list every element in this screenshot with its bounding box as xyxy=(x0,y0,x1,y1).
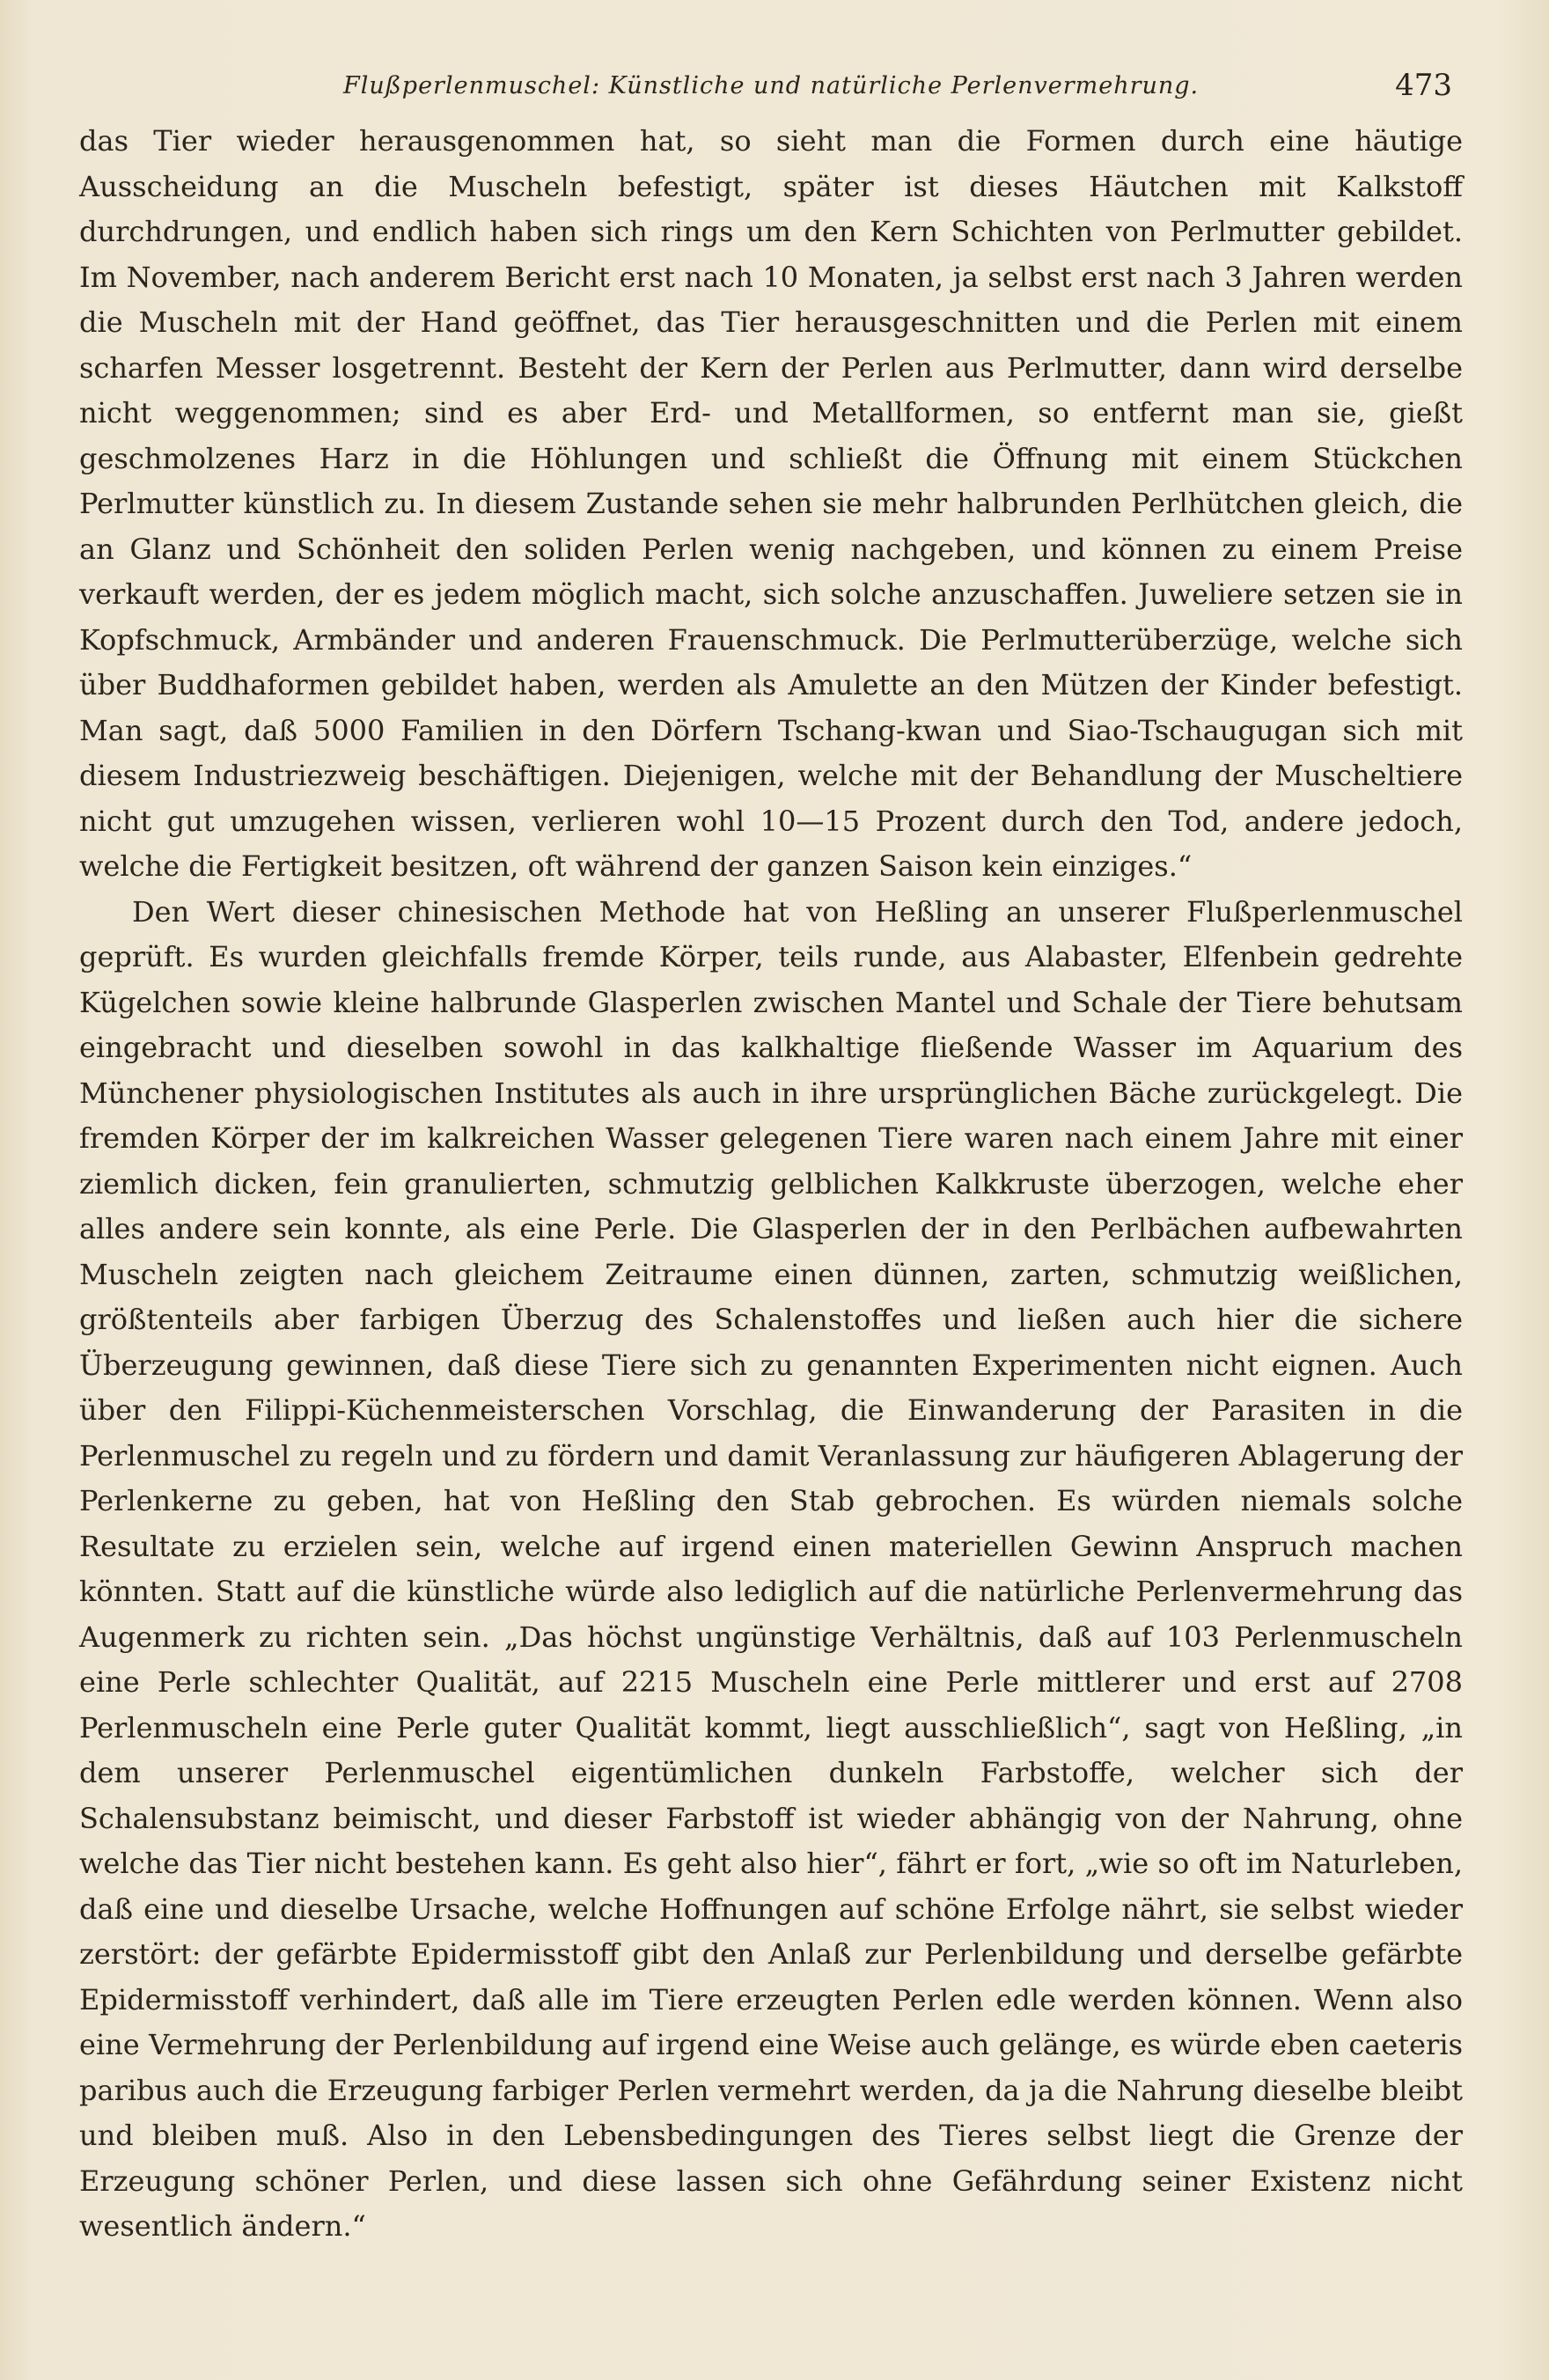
body-text xyxy=(79,119,1463,2250)
running-title: Flußperlenmuschel: Künstliche und natürliche Perlenvermehrung. xyxy=(343,72,1200,99)
paragraph-continuation: das Tier wieder herausgenommen hat, so sieht man die Formen durch eine häutige Ausscheidung an die Muscheln befestigt, später ist dieses Häutchen mit Kalkstoff durchdrungen, und endlich haben sich rings um den Kern Schichten von Perlmutter gebildet. Im November, nach anderem Bericht erst nach 10 Monaten, ja selbst erst nach 3 Jahren werden die Muscheln mit der Hand geöffnet, das Tier herausgeschnitten und die Perlen mit einem scharfen Messer losgetrennt. Besteht der Kern der Perlen aus Perlmutter, dann wird derselbe nicht weggenommen; sind es aber Erd- und Metallformen, so entfernt man sie, gießt geschmolzenes Harz in die Höhlungen und schließt die Öffnung mit einem Stückchen Perlmutter künstlich zu. In diesem Zustande sehen sie mehr halbrunden Perlhütchen gleich, die an Glanz und Schönheit den soliden Perlen wenig nachgeben, und können zu einem Preise verkauft werden, der es jedem möglich macht, sich solche anzuschaffen. Juweliere setzen sie in Kopfschmuck, Armbänder und anderen Frauenschmuck. Die Perlmutterüberzüge, welche sich über Buddhaformen gebildet haben, werden als Amulette an den Mützen der Kinder befestigt. Man sagt, daß 5000 Familien in den Dörfern Tschang-kwan und Siao-Tschaugugan sich mit diesem Industriezweig beschäftigen. Diejenigen, welche mit der Behandlung der Muscheltiere nicht gut umzugehen wissen, verlieren wohl 10—15 Prozent durch den Tod, andere jedoch, welche die Fertigkeit besitzen, oft während der ganzen Saison kein einziges.“ xyxy=(79,124,1463,883)
paragraph-hessling: Den Wert dieser chinesischen Methode hat von Heßling an unserer Flußperlenmuschel geprüft. Es wurden gleichfalls fremde Körper, teils runde, aus Alabaster, Elfenbein gedrehte Kügelchen sowie kleine halbrunde Glasperlen zwischen Mantel und Schale der Tiere behutsam eingebracht und dieselben sowohl in das kalkhaltige fließende Wasser im Aquarium des Münchener physiologischen Institutes als auch in ihre ursprünglichen Bäche zurückgelegt. Die fremden Körper der im kalkreichen Wasser gelegenen Tiere waren nach einem Jahre mit einer ziemlich dicken, fein granulierten, schmutzig gelblichen Kalkkruste überzogen, welche eher alles andere sein konnte, als eine Perle. Die Glasperlen der in den Perlbächen aufbewahrten Muscheln zeigten nach gleichem Zeitraume einen dünnen, zarten, schmutzig weißlichen, größtenteils aber farbigen Überzug des Schalenstoffes und ließen auch hier die sichere Überzeugung gewinnen, daß diese Tiere sich zu genannten Experimenten nicht eignen. Auch über den Filippi-Küchenmeisterschen Vorschlag, die Einwanderung der Parasiten in die Perlenmuschel zu regeln und zu fördern und damit Veranlassung zur häufigeren Ablagerung der Perlenkerne zu geben, hat von Heßling den Stab gebrochen. Es würden niemals solche Resultate zu erzielen sein, welche auf irgend einen materiellen Gewinn Anspruch machen könnten. Statt auf die künstliche würde also lediglich auf die natürliche Perlenvermehrung das Augenmerk zu richten sein. „Das höchst ungünstige Verhältnis, daß auf 103 Perlenmuscheln eine Perle schlechter Qualität, auf 2215 Muscheln eine Perle mittlerer und erst auf 2708 Perlenmuscheln eine Perle guter Qualität kommt, liegt ausschließlich“, sagt von Heßling, „in dem unserer Perlenmuschel eigentümlichen dunkeln Farbstoffe, welcher sich der Schalensubstanz beimischt, und dieser Farbstoff ist wieder abhängig von der Nahrung, ohne welche das Tier nicht bestehen kann. Es geht also hier“, fährt er fort, „wie so oft im Naturleben, daß eine und dieselbe Ursache, welche Hoffnungen auf schöne Erfolge nährt, sie selbst wieder zerstört: der gefärbte Epidermisstoff gibt den Anlaß zur Perlenbildung und derselbe gefärbte Epidermisstoff verhindert, daß alle im Tiere erzeugten Perlen edle werden können. Wenn also eine Vermehrung der Perlenbildung auf irgend eine Weise auch gelänge, es würde eben caeteris paribus auch die Erzeugung farbiger Perlen vermehrt werden, da ja die Nahrung dieselbe bleibt und bleiben muß. Also in den Lebensbedingungen des Tieres selbst liegt die Grenze der Erzeugung schöner Perlen, und diese lassen sich ohne Gefährdung seiner Existenz nicht wesentlich ändern.“ xyxy=(79,894,1463,2243)
page-number: 473 xyxy=(1395,68,1452,103)
running-head xyxy=(79,63,1470,116)
